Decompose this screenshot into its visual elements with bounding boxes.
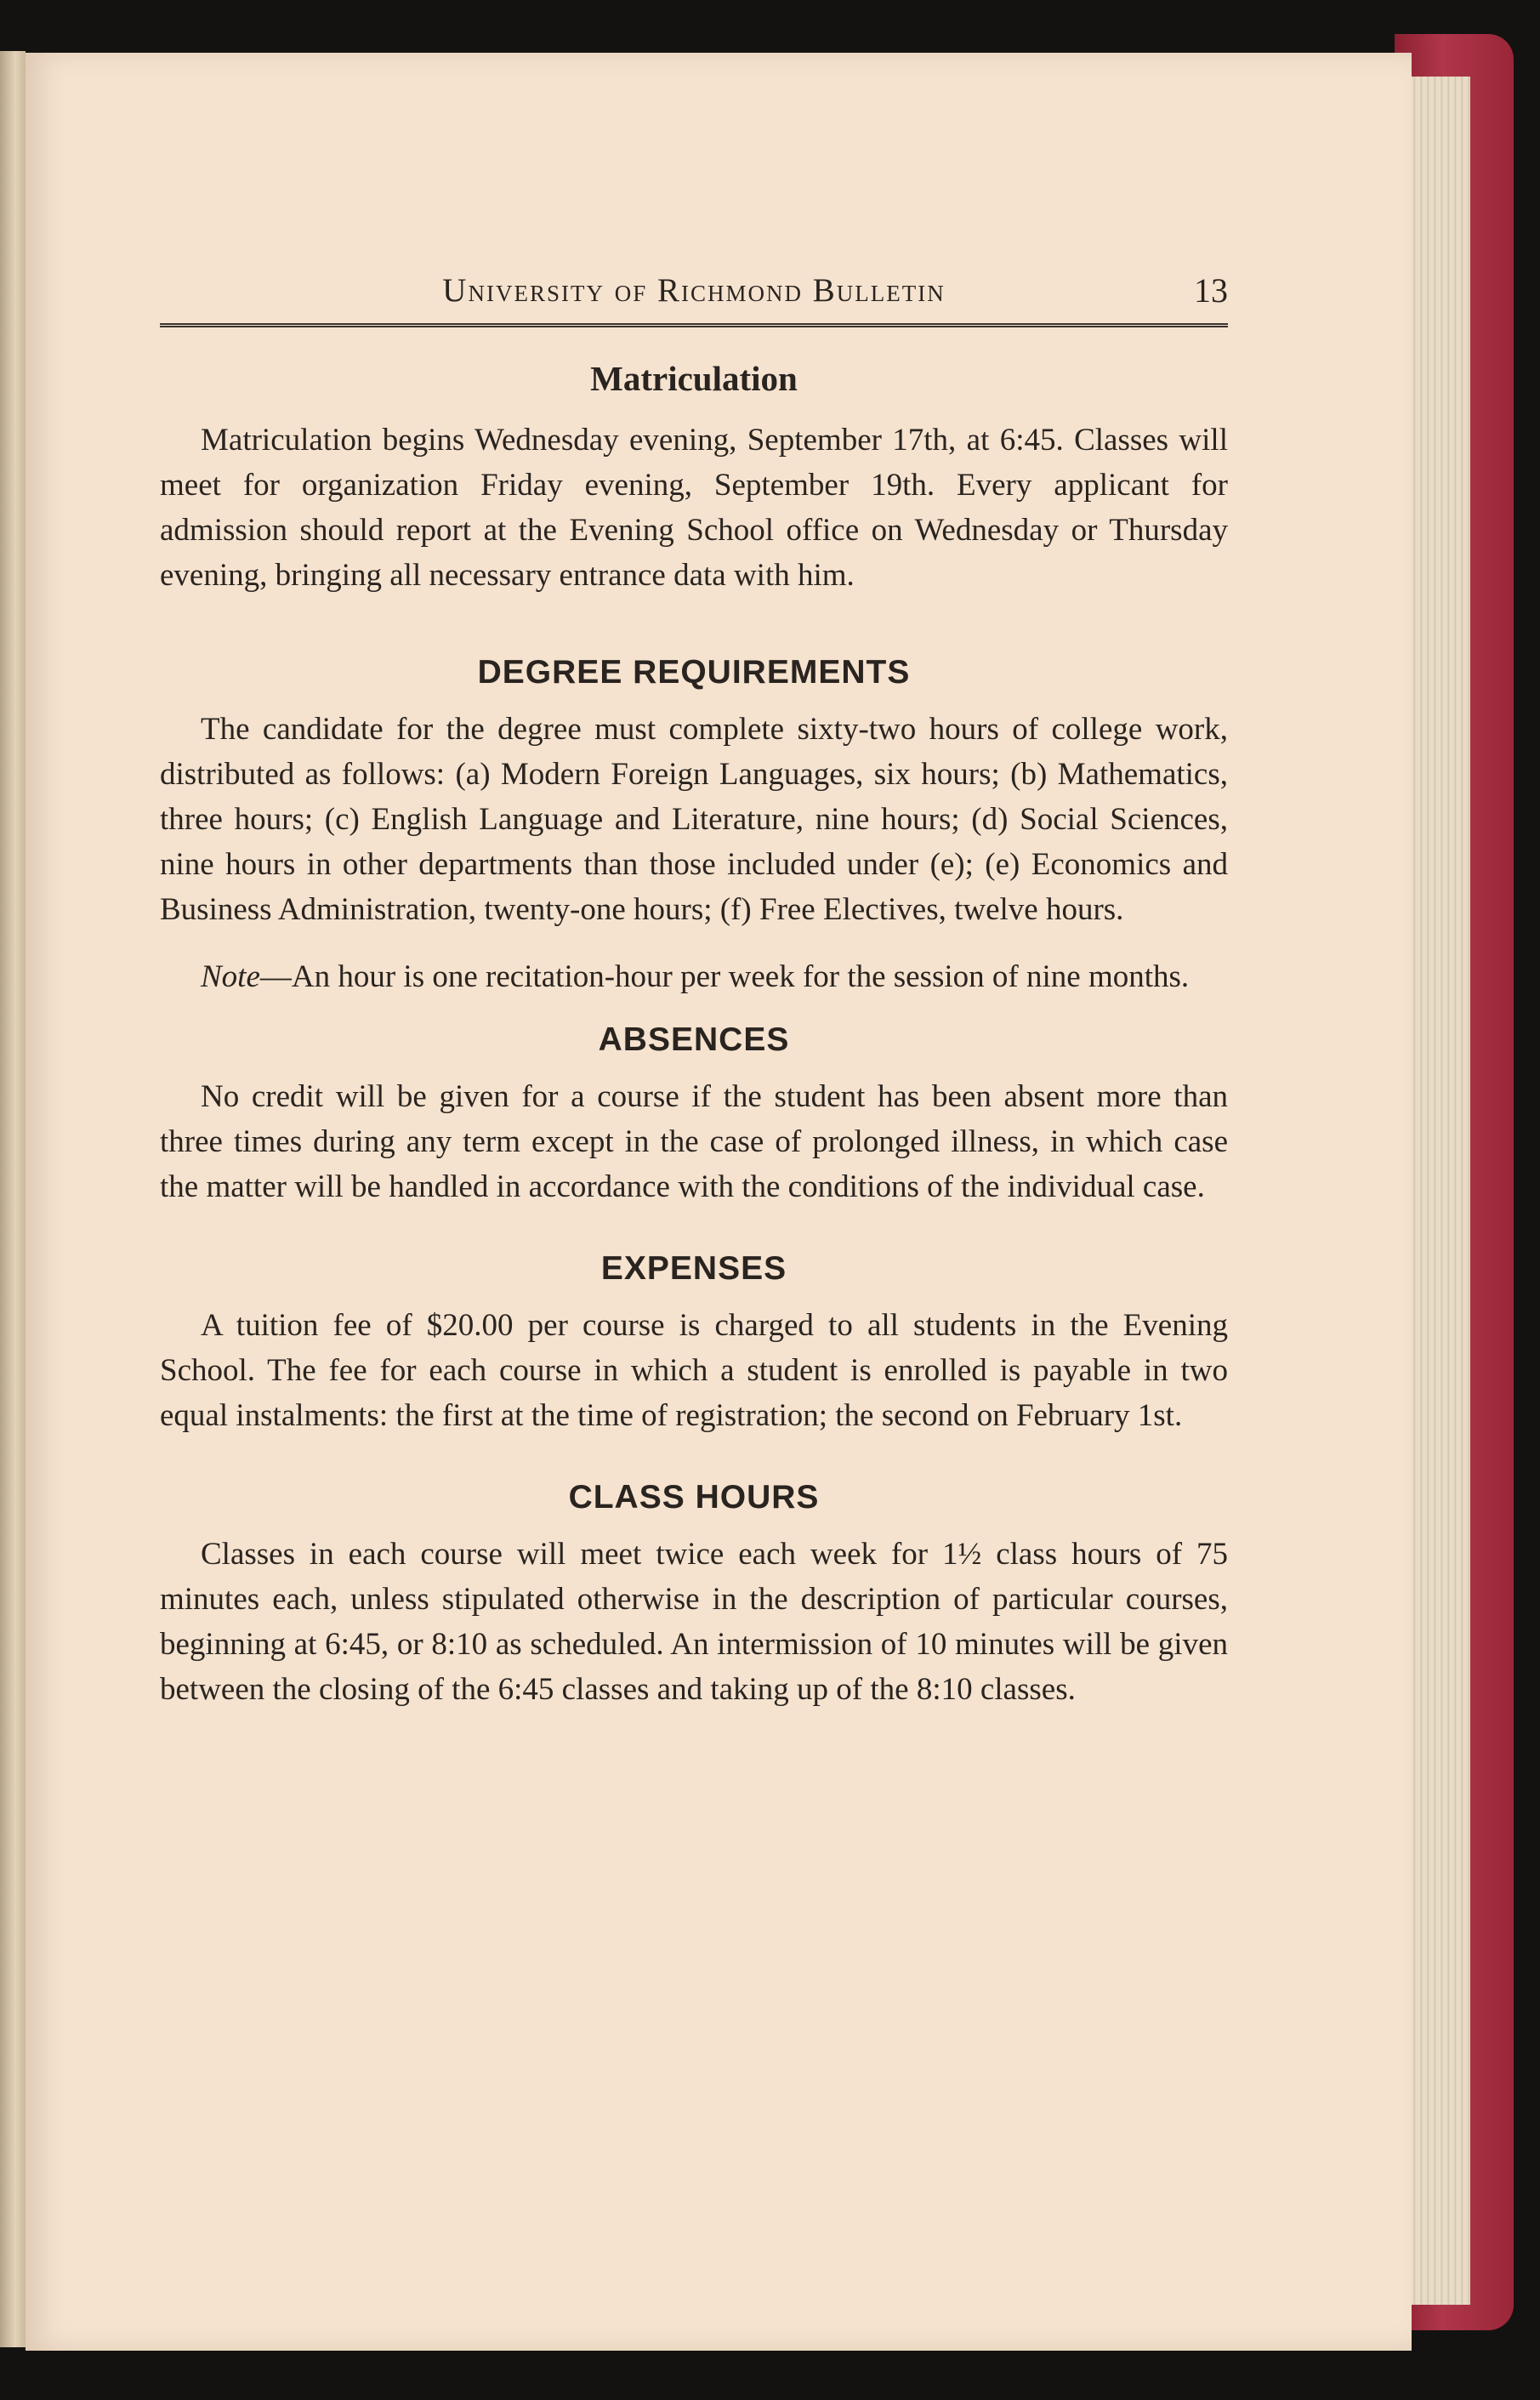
book-page: [26, 53, 1412, 2351]
matriculation-paragraph: Matriculation begins Wednesday evening, September 17th, at 6:45. Classes will meet for organization Friday evening, September 19th. Every applicant for admission should report at the Evening School office on Wednesday or Thursday evening, bringing all necessary entrance data with him.: [160, 423, 1228, 593]
page-stack-edges: [1407, 77, 1470, 2305]
absences-paragraph: No credit will be given for a course if the student has been absent more than three times during any term except in the case of prolonged illness, in which case the matter will be handled in accordance with the conditions of the individual case.: [160, 1079, 1228, 1204]
absences-heading: ABSENCES: [598, 1021, 790, 1058]
running-header: [160, 267, 1228, 327]
class-hours-paragraph: Classes in each course will meet twice each week for 1½ class hours of 75 minutes each, unless stipulated otherwise in the description of particular courses, beginning at 6:45, or 8:10 as scheduled. An intermission of 10 minutes will be given between the closing of the 6:45 classes and taking up of the 8:10 classes.: [160, 1537, 1228, 1707]
degree-requirements-heading: DEGREE REQUIREMENTS: [477, 654, 911, 691]
degree-requirements-paragraph: The candidate for the degree must complete sixty-two hours of college work, distributed as follows: (a) Modern Foreign Languages, six hours; (b) Mathematics, three hours; (c) English Language and Literature, nine hours; (d) Social Sciences, nine hours in other departments than those included under (e); (e) Economics and Business Administration, twenty-one hours; (f) Free Electives, twelve hours.: [160, 712, 1228, 927]
expenses-section: [160, 1250, 1228, 1438]
expenses-paragraph: A tuition fee of $20.00 per course is charged to all students in the Evening School. The fee for each course in which a student is enrolled is payable in two equal instalments: the first at the time of registration; the second on February 1st.: [160, 1308, 1228, 1433]
matriculation-section: [160, 358, 1228, 598]
facing-page-edge: [0, 51, 26, 2347]
class-hours-section: [160, 1479, 1228, 1712]
absences-section: [160, 1021, 1228, 1209]
running-title: University of Richmond Bulletin: [442, 272, 946, 309]
degree-note-paragraph: [160, 954, 1228, 999]
note-text: —An hour is one recitation-hour per week for the session of nine months.: [259, 959, 1190, 994]
page-number: 13: [1194, 271, 1228, 310]
expenses-heading: EXPENSES: [600, 1250, 787, 1287]
page-content: [160, 267, 1228, 1712]
degree-requirements-section: [160, 654, 1228, 999]
note-label: Note: [201, 959, 260, 994]
matriculation-heading: Matriculation: [590, 359, 798, 398]
class-hours-heading: CLASS HOURS: [568, 1479, 820, 1516]
